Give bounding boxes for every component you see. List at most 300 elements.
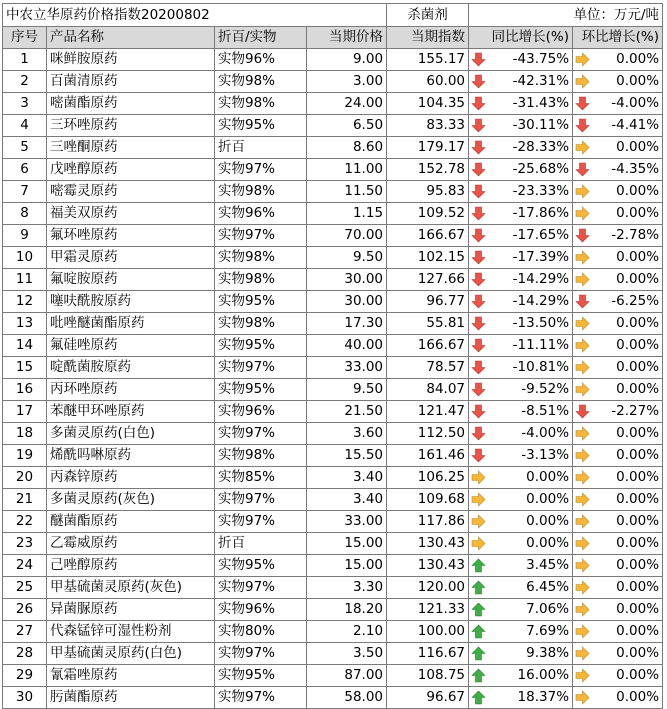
yoy-change: -11.11% <box>512 337 570 353</box>
current-price: 17.30 <box>307 313 387 335</box>
mom-change-cell <box>573 181 663 203</box>
arrow-down-icon <box>471 448 486 463</box>
product-name: 嘧霉灵原药 <box>47 181 215 203</box>
current-index: 121.33 <box>387 599 469 621</box>
yoy-change-cell <box>469 269 573 291</box>
yoy-change-cell <box>469 247 573 269</box>
basis: 实物96% <box>215 49 307 71</box>
mom-change-cell <box>573 577 663 599</box>
row-no: 14 <box>3 335 47 357</box>
arrow-flat-icon <box>575 668 590 683</box>
table-body <box>3 4 663 709</box>
yoy-change: 0.00% <box>526 513 570 529</box>
current-price: 15.00 <box>307 555 387 577</box>
arrow-flat-icon <box>575 624 590 639</box>
current-index: 179.17 <box>387 137 469 159</box>
mom-change: 0.00% <box>616 513 660 529</box>
row-no: 29 <box>3 665 47 687</box>
row-no: 4 <box>3 115 47 137</box>
product-name: 噻呋酰胺原药 <box>47 291 215 313</box>
yoy-change-cell <box>469 665 573 687</box>
current-price: 9.50 <box>307 379 387 401</box>
arrow-flat-icon <box>575 558 590 573</box>
product-name: 代森锰锌可湿性粉剂 <box>47 621 215 643</box>
table-row <box>3 555 663 577</box>
arrow-down-icon <box>471 294 486 309</box>
current-price: 3.60 <box>307 423 387 445</box>
row-no: 11 <box>3 269 47 291</box>
table-row <box>3 489 663 511</box>
yoy-change-cell <box>469 489 573 511</box>
arrow-flat-icon <box>575 470 590 485</box>
mom-change: 0.00% <box>616 337 660 353</box>
yoy-change: 7.69% <box>526 623 570 639</box>
arrow-down-icon <box>575 404 590 419</box>
arrow-down-icon <box>471 228 486 243</box>
table-row <box>3 335 663 357</box>
product-name: 乙霉威原药 <box>47 533 215 555</box>
table-row <box>3 159 663 181</box>
basis: 实物98% <box>215 313 307 335</box>
table-row <box>3 313 663 335</box>
table-row <box>3 467 663 489</box>
mom-change-cell <box>573 423 663 445</box>
basis: 折百 <box>215 137 307 159</box>
arrow-down-icon <box>471 74 486 89</box>
arrow-up-icon <box>471 690 486 705</box>
yoy-change: -28.33% <box>512 139 570 155</box>
arrow-up-icon <box>471 558 486 573</box>
row-no: 9 <box>3 225 47 247</box>
basis: 实物95% <box>215 665 307 687</box>
current-price: 1.15 <box>307 203 387 225</box>
yoy-change: 3.45% <box>526 557 570 573</box>
yoy-change-cell <box>469 335 573 357</box>
arrow-down-icon <box>575 294 590 309</box>
mom-change: 0.00% <box>616 183 660 199</box>
basis: 实物98% <box>215 269 307 291</box>
current-price: 15.50 <box>307 445 387 467</box>
arrow-flat-icon <box>575 52 590 67</box>
product-name: 烯酰吗啉原药 <box>47 445 215 467</box>
mom-change: 0.00% <box>616 535 660 551</box>
header-name: 产品名称 <box>47 27 215 49</box>
current-price: 21.50 <box>307 401 387 423</box>
mom-change-cell <box>573 269 663 291</box>
yoy-change-cell <box>469 313 573 335</box>
yoy-change-cell <box>469 181 573 203</box>
row-no: 22 <box>3 511 47 533</box>
basis: 实物96% <box>215 401 307 423</box>
product-name: 百菌清原药 <box>47 71 215 93</box>
current-price: 18.20 <box>307 599 387 621</box>
basis: 实物98% <box>215 181 307 203</box>
mom-change-cell <box>573 71 663 93</box>
current-index: 84.07 <box>387 379 469 401</box>
table-row <box>3 203 663 225</box>
row-no: 24 <box>3 555 47 577</box>
current-index: 130.43 <box>387 533 469 555</box>
header-mom: 环比增长(%) <box>573 27 663 49</box>
product-name: 福美双原药 <box>47 203 215 225</box>
basis: 实物95% <box>215 379 307 401</box>
yoy-change: -14.29% <box>512 271 570 287</box>
table-row <box>3 291 663 313</box>
arrow-flat-icon <box>575 646 590 661</box>
row-no: 30 <box>3 687 47 709</box>
current-index: 96.67 <box>387 687 469 709</box>
yoy-change: -17.65% <box>512 227 570 243</box>
table-row <box>3 665 663 687</box>
mom-change-cell <box>573 511 663 533</box>
yoy-change: 0.00% <box>526 535 570 551</box>
product-name: 丙森锌原药 <box>47 467 215 489</box>
table-row <box>3 621 663 643</box>
table-row <box>3 423 663 445</box>
mom-change-cell <box>573 115 663 137</box>
arrow-down-icon <box>471 162 486 177</box>
product-name: 醚菌酯原药 <box>47 511 215 533</box>
arrow-flat-icon <box>575 580 590 595</box>
current-price: 8.60 <box>307 137 387 159</box>
table-row <box>3 379 663 401</box>
basis: 实物95% <box>215 555 307 577</box>
header-basis: 折百/实物 <box>215 27 307 49</box>
product-name: 三唑酮原药 <box>47 137 215 159</box>
mom-change-cell <box>573 357 663 379</box>
basis: 实物97% <box>215 511 307 533</box>
mom-change: -4.35% <box>611 161 660 177</box>
table-row <box>3 115 663 137</box>
current-index: 109.52 <box>387 203 469 225</box>
yoy-change-cell <box>469 93 573 115</box>
basis: 实物97% <box>215 643 307 665</box>
arrow-flat-icon <box>575 250 590 265</box>
yoy-change: -43.75% <box>512 51 570 67</box>
mom-change-cell <box>573 665 663 687</box>
table-row <box>3 599 663 621</box>
arrow-flat-icon <box>575 206 590 221</box>
mom-change-cell <box>573 533 663 555</box>
yoy-change-cell <box>469 115 573 137</box>
product-name: 丙环唑原药 <box>47 379 215 401</box>
current-index: 166.67 <box>387 335 469 357</box>
yoy-change: -14.29% <box>512 293 570 309</box>
mom-change-cell <box>573 599 663 621</box>
current-index: 152.78 <box>387 159 469 181</box>
arrow-down-icon <box>471 338 486 353</box>
mom-change: 0.00% <box>616 667 660 683</box>
yoy-change: 18.37% <box>517 689 570 705</box>
row-no: 8 <box>3 203 47 225</box>
current-price: 87.00 <box>307 665 387 687</box>
yoy-change: 9.38% <box>526 645 570 661</box>
product-name: 氟环唑原药 <box>47 225 215 247</box>
arrow-down-icon <box>471 382 486 397</box>
arrow-flat-icon <box>471 514 486 529</box>
yoy-change: -42.31% <box>512 73 570 89</box>
product-name: 氰霜唑原药 <box>47 665 215 687</box>
current-index: 161.46 <box>387 445 469 467</box>
current-price: 15.00 <box>307 533 387 555</box>
yoy-change-cell <box>469 445 573 467</box>
product-name: 肟菌酯原药 <box>47 687 215 709</box>
row-no: 17 <box>3 401 47 423</box>
mom-change-cell <box>573 93 663 115</box>
yoy-change: 16.00% <box>517 667 570 683</box>
basis: 实物97% <box>215 225 307 247</box>
arrow-flat-icon <box>575 514 590 529</box>
table-row <box>3 577 663 599</box>
mom-change-cell <box>573 137 663 159</box>
header-price: 当期价格 <box>307 27 387 49</box>
arrow-down-icon <box>471 118 486 133</box>
mom-change: 0.00% <box>616 73 660 89</box>
current-price: 33.00 <box>307 511 387 533</box>
table-row <box>3 687 663 709</box>
current-price: 30.00 <box>307 269 387 291</box>
current-price: 9.50 <box>307 247 387 269</box>
mom-change-cell <box>573 687 663 709</box>
current-price: 3.30 <box>307 577 387 599</box>
basis: 实物96% <box>215 203 307 225</box>
basis: 实物85% <box>215 467 307 489</box>
current-index: 106.25 <box>387 467 469 489</box>
table-title: 中农立华原药价格指数20200802 <box>3 4 387 27</box>
current-index: 104.35 <box>387 93 469 115</box>
arrow-up-icon <box>471 624 486 639</box>
arrow-down-icon <box>471 184 486 199</box>
arrow-up-icon <box>471 580 486 595</box>
mom-change: 0.00% <box>616 205 660 221</box>
current-index: 155.17 <box>387 49 469 71</box>
title-row <box>3 4 663 27</box>
product-name: 戊唑醇原药 <box>47 159 215 181</box>
current-price: 3.00 <box>307 71 387 93</box>
yoy-change: -30.11% <box>512 117 570 133</box>
yoy-change: -25.68% <box>512 161 570 177</box>
table-row <box>3 643 663 665</box>
yoy-change-cell <box>469 533 573 555</box>
row-no: 6 <box>3 159 47 181</box>
header-index: 当期指数 <box>387 27 469 49</box>
current-index: 83.33 <box>387 115 469 137</box>
product-name: 多菌灵原药(灰色) <box>47 489 215 511</box>
table-row <box>3 93 663 115</box>
arrow-flat-icon <box>575 360 590 375</box>
row-no: 27 <box>3 621 47 643</box>
yoy-change-cell <box>469 643 573 665</box>
basis: 实物95% <box>215 291 307 313</box>
table-row <box>3 269 663 291</box>
current-price: 40.00 <box>307 335 387 357</box>
current-index: 127.66 <box>387 269 469 291</box>
table-row <box>3 401 663 423</box>
arrow-flat-icon <box>575 426 590 441</box>
current-index: 60.00 <box>387 71 469 93</box>
yoy-change-cell <box>469 159 573 181</box>
row-no: 21 <box>3 489 47 511</box>
current-index: 121.47 <box>387 401 469 423</box>
table-row <box>3 445 663 467</box>
mom-change-cell <box>573 621 663 643</box>
mom-change: 0.00% <box>616 447 660 463</box>
basis: 实物97% <box>215 159 307 181</box>
mom-change-cell <box>573 643 663 665</box>
row-no: 7 <box>3 181 47 203</box>
price-index-table <box>2 3 663 709</box>
mom-change: 0.00% <box>616 381 660 397</box>
basis: 实物96% <box>215 599 307 621</box>
yoy-change-cell <box>469 599 573 621</box>
mom-change: 0.00% <box>616 271 660 287</box>
basis: 实物80% <box>215 621 307 643</box>
table-row <box>3 49 663 71</box>
basis: 实物98% <box>215 445 307 467</box>
yoy-change-cell <box>469 379 573 401</box>
row-no: 3 <box>3 93 47 115</box>
arrow-down-icon <box>575 96 590 111</box>
basis: 实物95% <box>215 335 307 357</box>
current-index: 78.57 <box>387 357 469 379</box>
yoy-change: -9.52% <box>521 381 570 397</box>
row-no: 1 <box>3 49 47 71</box>
yoy-change: -13.50% <box>512 315 570 331</box>
mom-change: 0.00% <box>616 623 660 639</box>
table-row <box>3 533 663 555</box>
basis: 实物97% <box>215 357 307 379</box>
row-no: 15 <box>3 357 47 379</box>
arrow-down-icon <box>471 316 486 331</box>
mom-change-cell <box>573 225 663 247</box>
row-no: 23 <box>3 533 47 555</box>
mom-change-cell <box>573 467 663 489</box>
mom-change: 0.00% <box>616 139 660 155</box>
mom-change: 0.00% <box>616 579 660 595</box>
yoy-change: -10.81% <box>512 359 570 375</box>
arrow-flat-icon <box>575 448 590 463</box>
yoy-change-cell <box>469 687 573 709</box>
product-name: 多菌灵原药(白色) <box>47 423 215 445</box>
table-row <box>3 137 663 159</box>
arrow-up-icon <box>471 668 486 683</box>
product-name: 氟硅唑原药 <box>47 335 215 357</box>
yoy-change: -23.33% <box>512 183 570 199</box>
arrow-up-icon <box>471 646 486 661</box>
yoy-change: -3.13% <box>521 447 570 463</box>
current-price: 2.10 <box>307 621 387 643</box>
basis: 实物97% <box>215 489 307 511</box>
table-row <box>3 357 663 379</box>
current-price: 24.00 <box>307 93 387 115</box>
yoy-change: -4.00% <box>521 425 570 441</box>
current-price: 33.00 <box>307 357 387 379</box>
row-no: 20 <box>3 467 47 489</box>
basis: 折百 <box>215 533 307 555</box>
basis: 实物98% <box>215 247 307 269</box>
mom-change: 0.00% <box>616 315 660 331</box>
header-no: 序号 <box>3 27 47 49</box>
row-no: 26 <box>3 599 47 621</box>
mom-change-cell <box>573 247 663 269</box>
current-price: 3.40 <box>307 467 387 489</box>
mom-change: 0.00% <box>616 689 660 705</box>
mom-change: -2.27% <box>611 403 660 419</box>
yoy-change-cell <box>469 401 573 423</box>
mom-change-cell <box>573 203 663 225</box>
table-row <box>3 181 663 203</box>
yoy-change: -8.51% <box>521 403 570 419</box>
arrow-flat-icon <box>575 602 590 617</box>
row-no: 12 <box>3 291 47 313</box>
current-index: 120.00 <box>387 577 469 599</box>
row-no: 25 <box>3 577 47 599</box>
mom-change-cell <box>573 159 663 181</box>
current-index: 116.67 <box>387 643 469 665</box>
mom-change-cell <box>573 291 663 313</box>
product-name: 嘧菌酯原药 <box>47 93 215 115</box>
mom-change: -4.41% <box>611 117 660 133</box>
arrow-down-icon <box>471 272 486 287</box>
current-index: 130.43 <box>387 555 469 577</box>
header-yoy: 同比增长(%) <box>469 27 573 49</box>
yoy-change-cell <box>469 555 573 577</box>
yoy-change-cell <box>469 577 573 599</box>
yoy-change-cell <box>469 49 573 71</box>
arrow-flat-icon <box>575 492 590 507</box>
arrow-flat-icon <box>575 536 590 551</box>
yoy-change: -31.43% <box>512 95 570 111</box>
current-index: 95.83 <box>387 181 469 203</box>
mom-change-cell <box>573 445 663 467</box>
arrow-flat-icon <box>575 272 590 287</box>
current-index: 108.75 <box>387 665 469 687</box>
current-index: 55.81 <box>387 313 469 335</box>
table-row <box>3 71 663 93</box>
arrow-down-icon <box>471 250 486 265</box>
arrow-down-icon <box>471 140 486 155</box>
arrow-flat-icon <box>575 316 590 331</box>
current-index: 166.67 <box>387 225 469 247</box>
row-no: 5 <box>3 137 47 159</box>
product-name: 异菌脲原药 <box>47 599 215 621</box>
arrow-down-icon <box>575 118 590 133</box>
row-no: 10 <box>3 247 47 269</box>
arrow-down-icon <box>471 52 486 67</box>
yoy-change-cell <box>469 621 573 643</box>
mom-change-cell <box>573 49 663 71</box>
yoy-change: -17.39% <box>512 249 570 265</box>
arrow-down-icon <box>471 360 486 375</box>
yoy-change-cell <box>469 203 573 225</box>
row-no: 2 <box>3 71 47 93</box>
mom-change: 0.00% <box>616 469 660 485</box>
header-row <box>3 27 663 49</box>
unit-label: 单位：万元/吨 <box>469 4 663 27</box>
current-price: 30.00 <box>307 291 387 313</box>
basis: 实物97% <box>215 577 307 599</box>
product-name: 甲霜灵原药 <box>47 247 215 269</box>
arrow-down-icon <box>575 162 590 177</box>
yoy-change: 6.45% <box>526 579 570 595</box>
yoy-change-cell <box>469 137 573 159</box>
yoy-change-cell <box>469 467 573 489</box>
mom-change: -4.00% <box>611 95 660 111</box>
row-no: 19 <box>3 445 47 467</box>
current-price: 70.00 <box>307 225 387 247</box>
product-name: 己唑醇原药 <box>47 555 215 577</box>
product-name: 咪鲜胺原药 <box>47 49 215 71</box>
